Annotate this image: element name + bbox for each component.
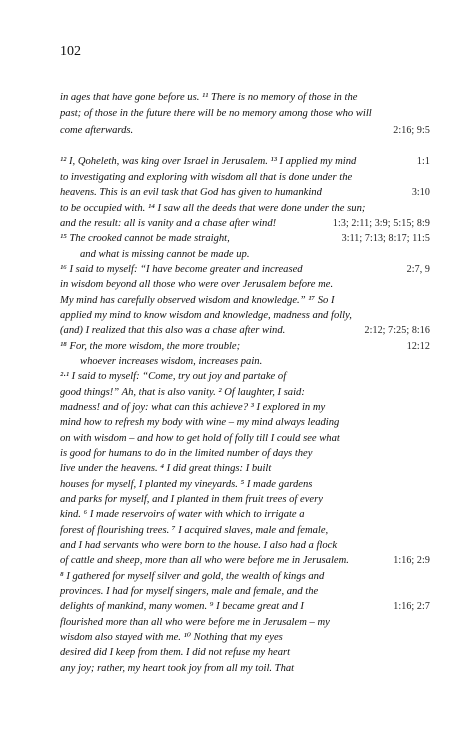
line-text: of cattle and sheep, more than all who were before me in Jerusalem.	[60, 555, 349, 566]
line-text: (and) I realized that this also was a chase after wind.	[60, 325, 286, 336]
text-line	[0, 185, 470, 200]
text-line	[0, 415, 470, 430]
page-number: 102	[60, 44, 81, 59]
line-text: good things!” Ah, that is also vanity. ² Of laughter, I said:	[60, 387, 305, 398]
text-line	[0, 354, 470, 369]
line-text: past; of those in the future there will be no memory among those who will	[60, 108, 372, 119]
line-text: and the result: all is vanity and a chase after wind!	[60, 218, 277, 229]
text-line	[0, 139, 470, 154]
line-text: wisdom also stayed with me. ¹⁰ Nothing that my eyes	[60, 632, 283, 643]
cross-reference: 3:10	[411, 187, 430, 198]
line-text: and what is missing cannot be made up.	[80, 249, 250, 260]
text-line	[0, 216, 470, 231]
line-text: on with wisdom – and how to get hold of folly till I could see what	[60, 433, 340, 444]
text-line	[0, 123, 470, 138]
cross-reference: 2:12; 7:25; 8:16	[364, 325, 430, 336]
line-text: any joy; rather, my heart took joy from all my toil. That	[60, 663, 295, 674]
line-text: ⁸ I gathered for myself silver and gold, the wealth of kings and	[60, 571, 325, 582]
cross-reference: 1:16; 2:9	[393, 555, 430, 566]
line-text: applied my mind to know wisdom and knowledge, madness and folly,	[60, 310, 352, 321]
text-line	[0, 584, 470, 599]
cross-reference: 2:16; 9:5	[393, 125, 430, 136]
text-line	[0, 385, 470, 400]
text-line	[0, 477, 470, 492]
text-line	[0, 507, 470, 522]
text-line	[0, 170, 470, 185]
text-line	[0, 461, 470, 476]
text-line	[0, 323, 470, 338]
text-line	[0, 630, 470, 645]
text-line	[0, 569, 470, 584]
line-text: delights of mankind, many women. ⁹ I became great and I	[60, 601, 304, 612]
cross-reference: 1:16; 2:7	[393, 601, 430, 612]
line-text: houses for myself, I planted my vineyards. ⁵ I made gardens	[60, 479, 313, 490]
line-text: is good for humans to do in the limited number of days they	[60, 448, 313, 459]
text-line	[0, 247, 470, 262]
line-text: flourished more than all who were before me in Jerusalem – my	[60, 617, 330, 628]
line-text: provinces. I had for myself singers, male and female, and the	[60, 586, 319, 597]
line-text: ¹⁸ For, the more wisdom, the more trouble;	[60, 341, 241, 352]
text-line	[0, 339, 470, 354]
text-line	[0, 308, 470, 323]
line-text: ¹⁶ I said to myself: “I have become greater and increased	[60, 264, 303, 275]
line-text: to investigating and exploring with wisdom all that is done under the	[60, 172, 353, 183]
line-text: in wisdom beyond all those who were over Jerusalem before me.	[60, 279, 334, 290]
line-text: in ages that have gone before us. ¹¹ There is no memory of those in the	[60, 92, 358, 103]
text-line	[0, 277, 470, 292]
line-text: desired did I keep from them. I did not refuse my heart	[60, 647, 291, 658]
text-line	[0, 553, 470, 568]
text-line	[0, 446, 470, 461]
line-text: My mind has carefully observed wisdom and knowledge.” ¹⁷ So I	[60, 295, 335, 306]
text-line	[0, 538, 470, 553]
cross-reference: 1:1	[416, 156, 430, 167]
text-line	[0, 262, 470, 277]
line-text: and I had servants who were born to the house. I also had a flock	[60, 540, 338, 551]
line-text: mind how to refresh my body with wine – my mind always leading	[60, 417, 340, 428]
cross-reference: 2:7, 9	[406, 264, 430, 275]
text-line	[0, 431, 470, 446]
cross-reference: 3:11; 7:13; 8:17; 11:5	[341, 233, 430, 244]
text-line	[0, 201, 470, 216]
text-line	[0, 106, 470, 121]
line-text: to be occupied with. ¹⁴ I saw all the deeds that were done under the sun;	[60, 203, 366, 214]
line-text: and parks for myself, and I planted in them fruit trees of every	[60, 494, 323, 505]
line-text: ¹² I, Qoheleth, was king over Israel in Jerusalem. ¹³ I applied my mind	[60, 156, 357, 167]
line-text: madness! and of joy: what can this achieve? ³ I explored in my	[60, 402, 326, 413]
line-text: forest of flourishing trees. ⁷ I acquired slaves, male and female,	[60, 525, 329, 536]
text-line	[0, 400, 470, 415]
text-line	[0, 231, 470, 246]
line-text: ²·¹ I said to myself: “Come, try out joy and partake of	[60, 371, 287, 382]
line-text: ¹⁵ The crooked cannot be made straight,	[60, 233, 230, 244]
line-text: heavens. This is an evil task that God has given to humankind	[60, 187, 322, 198]
text-line	[0, 645, 470, 660]
text-line	[0, 369, 470, 384]
cross-reference: 1:3; 2:11; 3:9; 5:15; 8:9	[332, 218, 430, 229]
line-text: kind. ⁶ I made reservoirs of water with which to irrigate a	[60, 509, 305, 520]
text-line	[0, 293, 470, 308]
text-line	[0, 523, 470, 538]
text-line	[0, 661, 470, 676]
line-text: live under the heavens. ⁴ I did great things: I built	[60, 463, 272, 474]
line-text: whoever increases wisdom, increases pain.	[80, 356, 263, 367]
text-line	[0, 599, 470, 614]
text-line	[0, 492, 470, 507]
text-line	[0, 615, 470, 630]
text-line	[0, 90, 470, 105]
cross-reference: 12:12	[406, 341, 430, 352]
text-line	[0, 154, 470, 169]
line-text: come afterwards.	[60, 125, 134, 136]
